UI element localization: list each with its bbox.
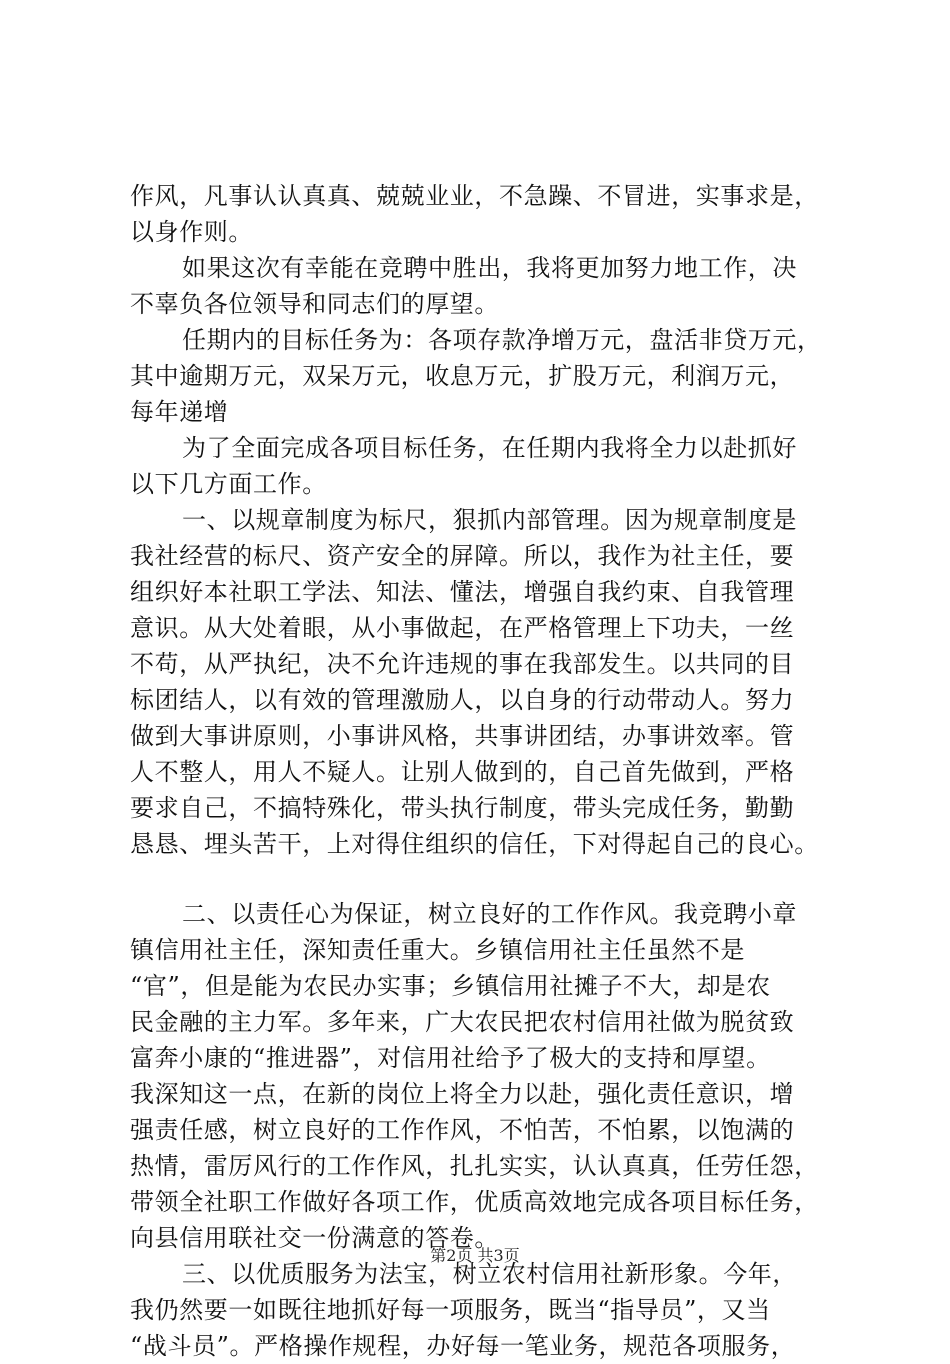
body-text-line: 人不整人，用人不疑人。让别人做到的，自己首先做到，严格	[130, 758, 795, 786]
body-text-line: 意识。从大处着眼，从小事做起，在严格管理上下功夫，一丝	[130, 614, 795, 642]
section-one-heading-line: 一、以规章制度为标尺，狠抓内部管理。因为规章制度是	[182, 506, 797, 534]
paragraph-start-line: 任期内的目标任务为：各项存款净增万元，盘活非贷万元，	[182, 326, 822, 354]
paragraph-start-line: 为了全面完成各项目标任务，在任期内我将全力以赴抓好	[182, 434, 797, 462]
body-text-line: 做到大事讲原则，小事讲风格，共事讲团结，办事讲效率。管	[130, 722, 795, 750]
section-two-heading-line: 二、以责任心为保证，树立良好的工作作风。我竞聘小章	[182, 900, 797, 928]
body-text-line: 带领全社职工作做好各项工作，优质高效地完成各项目标任务，	[130, 1188, 819, 1216]
document-body	[130, 178, 830, 1364]
body-text-line: 其中逾期万元，双呆万元，收息万元，扩股万元，利润万元，	[130, 362, 795, 390]
body-text-line: 富奔小康的“推进器”，对信用社给予了极大的支持和厚望。	[130, 1044, 771, 1072]
section-three-heading-line: 三、以优质服务为法宝，树立农村信用社新形象。今年，	[182, 1260, 797, 1288]
body-text-line: 以身作则。	[130, 218, 253, 246]
body-text-line: 镇信用社主任，深知责任重大。乡镇信用社主任虽然不是	[130, 936, 745, 964]
body-text-line: “官”，但是能为农民办实事；乡镇信用社摊子不大，却是农	[130, 972, 771, 1000]
body-text-line: 民金融的主力军。多年来，广大农民把农村信用社做为脱贫致	[130, 1008, 795, 1036]
paragraph-gap	[130, 862, 830, 896]
body-text-line: 向县信用联社交一份满意的答卷。	[130, 1224, 499, 1252]
body-text-line: 每年递增	[130, 398, 229, 426]
body-text-line: 要求自己，不搞特殊化，带头执行制度，带头完成任务，勤勤	[130, 794, 795, 822]
body-text-line: “战斗员”。严格操作规程，办好每一笔业务，规范各项服务，	[130, 1332, 796, 1360]
body-text-line: 恳恳、埋头苦干，上对得住组织的信任，下对得起自己的良心。	[130, 830, 819, 858]
body-text-line: 不苟，从严执纪，决不允许违规的事在我部发生。以共同的目	[130, 650, 795, 678]
body-text-line: 我深知这一点，在新的岗位上将全力以赴，强化责任意识，增	[130, 1080, 795, 1108]
page-number-footer: 第2页 共3页	[430, 1246, 520, 1265]
body-text-line: 标团结人，以有效的管理激励人，以自身的行动带动人。努力	[130, 686, 795, 714]
body-text-line: 以下几方面工作。	[130, 470, 327, 498]
body-text-line: 我仍然要一如既往地抓好每一项服务，既当“指导员”，又当	[130, 1296, 771, 1324]
body-text-line: 组织好本社职工学法、知法、懂法，增强自我约束、自我管理	[130, 578, 795, 606]
body-text-line: 热情，雷厉风行的工作作风，扎扎实实，认认真真，任劳任怨，	[130, 1152, 819, 1180]
body-text-line: 我社经营的标尺、资产安全的屏障。所以，我作为社主任，要	[130, 542, 795, 570]
body-text-line: 作风，凡事认认真真、兢兢业业，不急躁、不冒进，实事求是，	[130, 182, 819, 210]
body-text-line: 不辜负各位领导和同志们的厚望。	[130, 290, 499, 318]
body-text-line: 强责任感，树立良好的工作作风，不怕苦，不怕累，以饱满的	[130, 1116, 795, 1144]
paragraph-start-line: 如果这次有幸能在竞聘中胜出，我将更加努力地工作，决	[182, 254, 797, 282]
